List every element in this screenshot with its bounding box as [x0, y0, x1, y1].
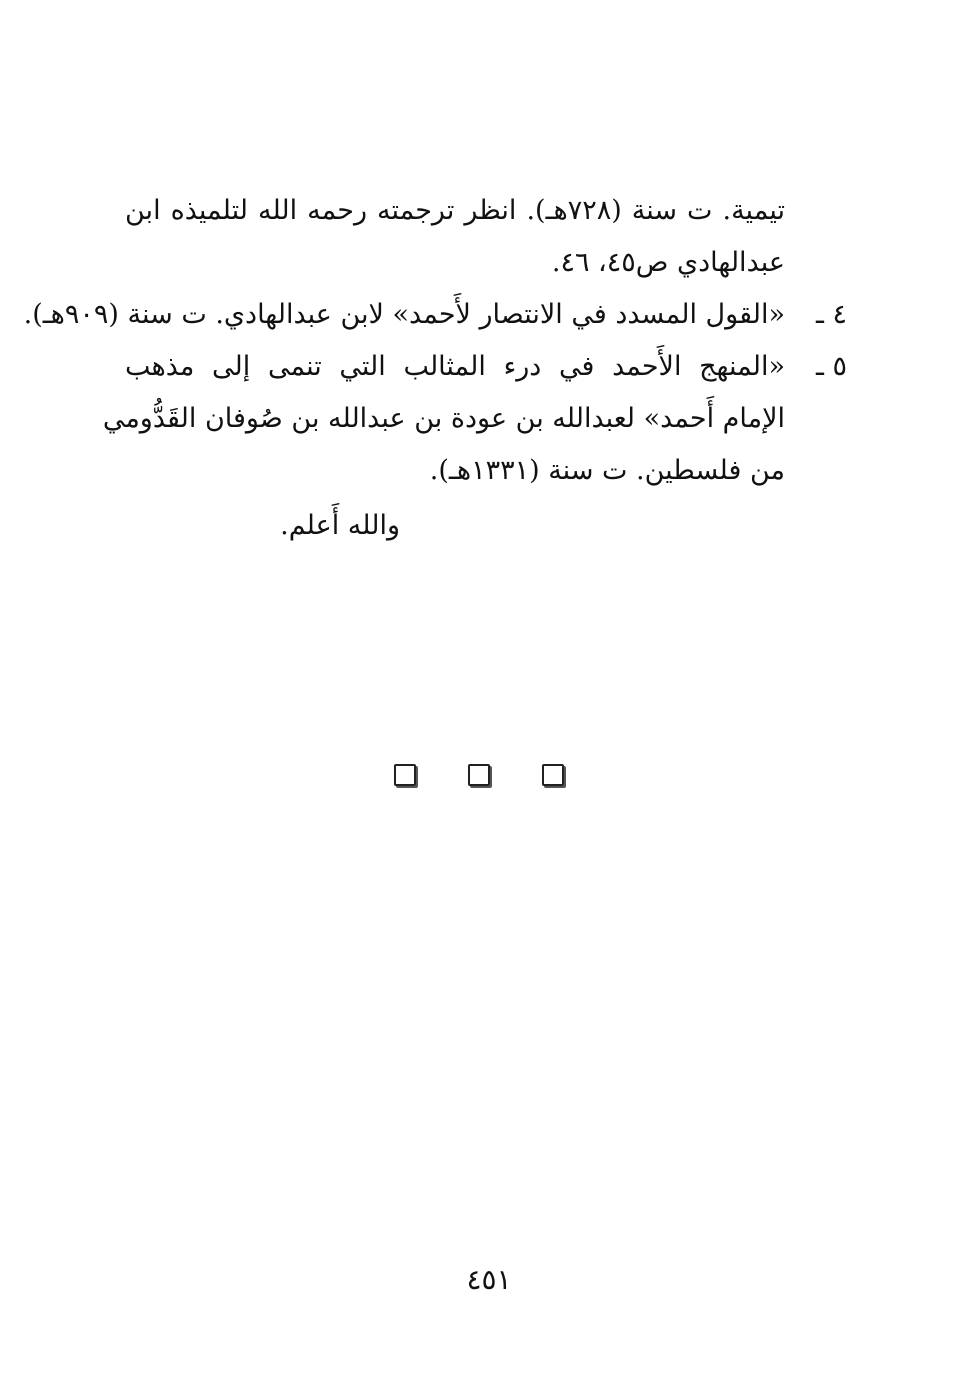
page-number: ٤٥١ — [466, 1263, 512, 1296]
list-item-line: من فلسطين. ت سنة (١٣٣١هـ). — [429, 455, 785, 486]
list-item-line: الإمام أَحمد» لعبدالله بن عودة بن عبدالله بن صُوفان القَدُّومي — [102, 403, 785, 434]
list-item-line: «المنهج الأَحمد في درء المثالب التي تنمى إلى مذهب — [125, 351, 785, 382]
list-item-4 — [23, 289, 847, 341]
section-separator — [394, 762, 564, 788]
list-item-number: ٤ ـ — [815, 299, 847, 330]
main-text-block — [23, 185, 847, 497]
list-item-line: «القول المسدد في الانتصار لأَحمد» لابن عبدالهادي. ت سنة (٩٠٩هـ). — [23, 299, 785, 330]
square-ornament-icon — [468, 764, 490, 786]
paragraph-line: عبدالهادي ص٤٥، ٤٦. — [551, 247, 785, 278]
list-item-number: ٥ ـ — [815, 351, 847, 382]
closing-phrase: والله أَعلم. — [280, 510, 400, 541]
paragraph-line: تيمية. ت سنة (٧٢٨هـ). انظر ترجمته رحمه الله لتلميذه ابن — [125, 195, 785, 226]
list-item-5 — [102, 341, 847, 497]
square-ornament-icon — [394, 764, 416, 786]
square-ornament-icon — [542, 764, 564, 786]
